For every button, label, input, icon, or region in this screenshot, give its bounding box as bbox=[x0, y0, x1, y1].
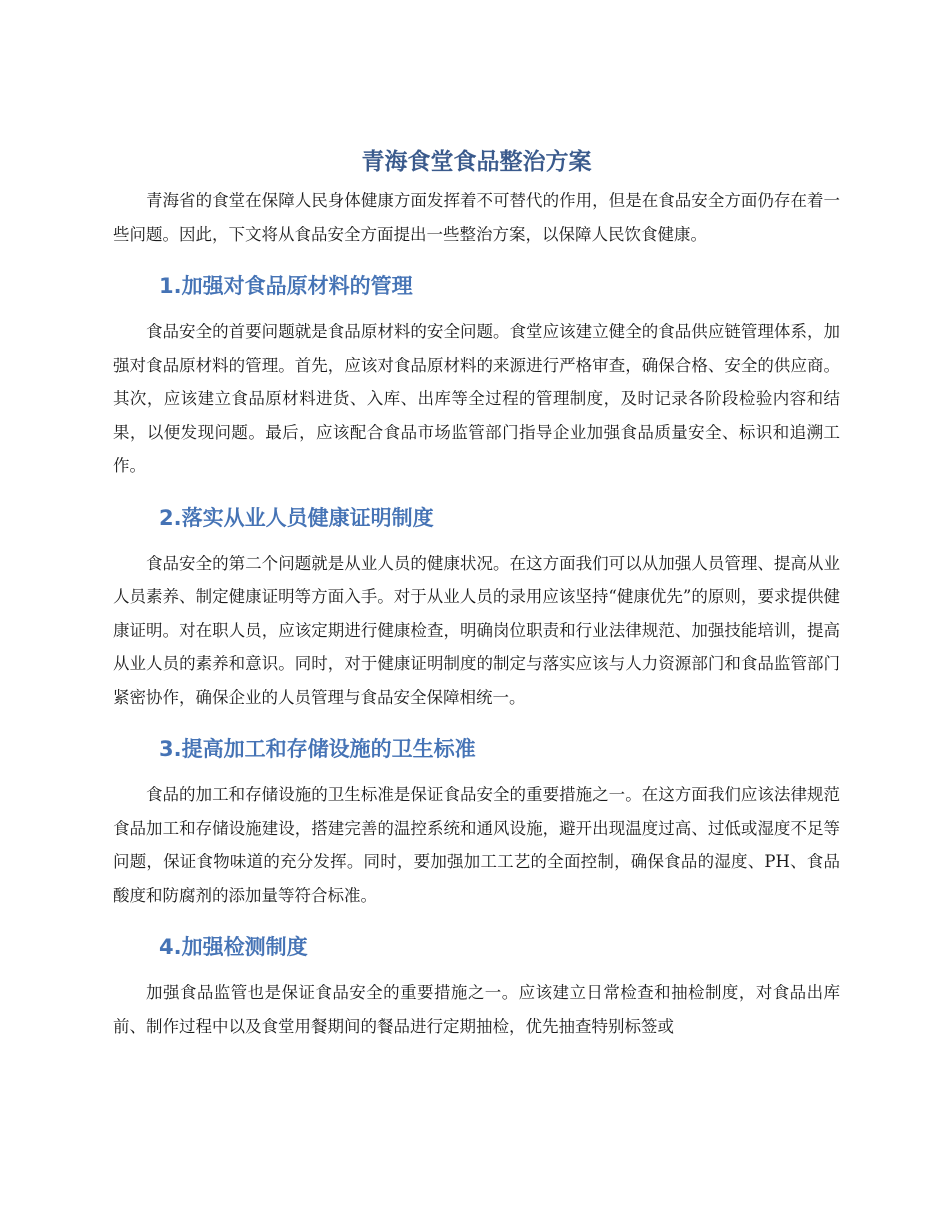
section-heading-4: 4.加强检测制度 bbox=[159, 935, 308, 959]
section-body-2: 食品安全的第二个问题就是从业人员的健康状况。在这方面我们可以从加强人员管理、提高从业人员素养、制定健康证明等方面入手。对于从业人员的录用应该坚持“健康优先”的原则，要求提供健康证明。对在职人员，应该定期进行健康检查，明确岗位职责和行业法律规范、加强技能培训，提高从业人员的素养和意识。同时，对于健康证明制度的制定与落实应该与人力资源部门和食品监管部门紧密协作，确保企业的人员管理与食品安全保障相统一。 bbox=[113, 553, 840, 707]
document-title: 青海食堂食品整治方案 bbox=[361, 149, 592, 175]
section-body-4: 加强食品监管也是保证食品安全的重要措施之一。应该建立日常检查和抽检制度，对食品出库前、制作过程中以及食堂用餐期间的餐品进行定期抽检，优先抽查特别标签或 bbox=[113, 983, 840, 1036]
intro-paragraph: 青海省的食堂在保障人民身体健康方面发挥着不可替代的作用，但是在食品安全方面仍存在着一些问题。因此，下文将从食品安全方面提出一些整治方案，以保障人民饮食健康。 bbox=[113, 191, 840, 244]
section-body-1: 食品安全的首要问题就是食品原材料的安全问题。食堂应该建立健全的食品供应链管理体系，加强对食品原材料的管理。首先，应该对食品原材料的来源进行严格审查，确保合格、安全的供应商。其次，应该建立食品原材料进货、入库、出库等全过程的管理制度，及时记录各阶段检验内容和结果，以便发现问题。最后，应该配合食品市场监管部门指导企业加强食品质量安全、标识和追溯工作。 bbox=[113, 322, 840, 475]
section-heading-3: 3.提高加工和存储设施的卫生标准 bbox=[159, 737, 476, 761]
section-heading-1: 1.加强对食品原材料的管理 bbox=[159, 274, 413, 298]
document-page bbox=[113, 142, 840, 1043]
section-heading-2: 2.落实从业人员健康证明制度 bbox=[159, 505, 434, 530]
section-body-3: 食品的加工和存储设施的卫生标准是保证食品安全的重要措施之一。在这方面我们应该法律规范食品加工和存储设施建设，搭建完善的温控系统和通风设施，避开出现温度过高、过低或湿度不足等问题，保证食物味道的充分发挥。同时，要加强加工工艺的全面控制，确保食品的湿度、PH、食品酸度和防腐剂的添加量等符合标准。 bbox=[113, 785, 840, 905]
